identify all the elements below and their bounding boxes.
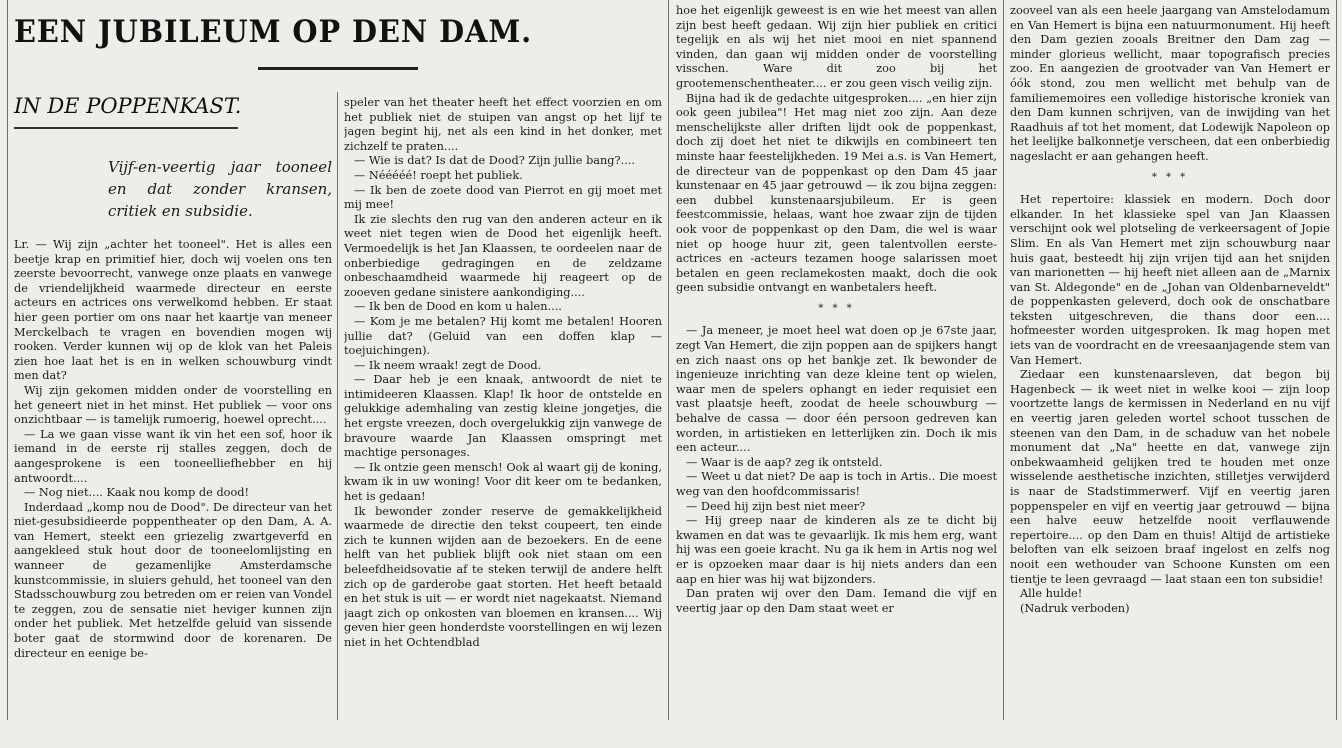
section-ornament: * * *	[1151, 171, 1189, 183]
section-ornament: * * *	[818, 302, 855, 314]
paragraph: — Ik ontzie geen mensch! Ook al waart gij de koning, kwam ik in uw woning! Voor dit keer om te bedanken, het is gedaan!	[344, 460, 662, 504]
paragraph: — Kom je me betalen? Hij komt me betalen! Hooren jullie dat? (Geluid van een doffen klap — toejuichingen).	[344, 314, 662, 358]
paragraph: Dan praten wij over den Dam. Iemand die vijf en veertig jaar op den Dam staat weet er	[676, 587, 997, 615]
paragraph: — Waar is de aap? zeg ik ontsteld.	[686, 455, 883, 469]
paragraph: Wij zijn gekomen midden onder de voorstelling en het geneert niet in het minst. Het publiek — voor ons onzichtbaar — is tamelijk rumoerig, hoewel oprecht....	[14, 383, 332, 427]
article-headline: EEN JUBILEUM OP DEN DAM.	[14, 14, 533, 50]
paragraph: Alle hulde!	[1020, 587, 1083, 601]
subhead-rule	[14, 127, 238, 129]
paragraph: — Ik neem wraak! zegt de Dood.	[354, 358, 542, 372]
column-1	[14, 238, 332, 708]
paragraph: speler van het theater heeft het effect voorzien en om het publiek niet de stuipen van angst op het lijf te jagen begint hij, net als een kind in het donker, met zichzelf te praten....	[344, 96, 662, 153]
paragraph: Ik zie slechts den rug van den anderen acteur en ik weet niet tegen wien de Dood het eigenlijk heeft. Vermoedelijk is het Jan Klaassen, te oordeelen naar de onberbiedige gedragingen en de zeldzame onbeschaamdheid waarmede hij reageert op de zooeven gedane sinistere aankondiging....	[344, 212, 662, 299]
paragraph: — Weet u dat niet? De aap is toch in Artis.. Die moest weg van den hoofdcommissaris!	[676, 470, 997, 498]
paragraph: Ik bewonder zonder reserve de gemakkelijkheid waarmede de directie den tekst coupeert, ten einde zich te kunnen wijden aan de bezoekers. En de eene helft van het publiek blijft ook niet staan om een beleefdheidsovatie af te steken terwijl de andere helft zich op de garderobe gaat storten. Het heeft betaald en het stuk is uit — er wordt niet nagekaatst. Niemand jaagt zich op onkosten van bloemen en kransen.... Wij geven hier geen honderdste voorstellingen en wij lezen niet in het Ochtendblad	[344, 504, 662, 649]
headline-rule	[258, 67, 418, 70]
paragraph: hoe het eigenlijk geweest is en wie het meest van allen zijn best heeft gedaan. Wij zijn hier publiek en critici tegelijk en als wij het niet mooi en niet spannend vinden, dan gaan wij midden onder de voorstelling visschen. Ware dit zoo bij het grootemenschentheater.... er zou geen visch veilig zijn.	[676, 4, 997, 90]
paragraph: — La we gaan visse want ik vin het een sof, hoor ik iemand in de eerste rij stalles zeggen, doch de aangesprokene is een tooneelliefhebber en hij antwoordt....	[14, 427, 332, 485]
column-rule	[337, 92, 338, 720]
paragraph: zooveel van als een heele jaargang van Amstelodamum en Van Hemert is bijna een natuurmonument. Hij heeft den Dam gezien zooals Breitner den Dam zag — minder glorieus wellicht, maar topografisch precies zoo. En aangezien de grootvader van Van Hemert er óók stond, zou men wellicht met behulp van de familiememoires een volledige historische kroniek van den Dam kunnen schrijven, van de inwijding van het Raadhuis af tot het moment, dat Lodewijk Napoleon op het leelijke balkonnetje verscheen, dat een onberbiedig nageslacht er aan gehangen heeft.	[1010, 4, 1330, 163]
column-rule	[668, 0, 669, 720]
paragraph: — Daar heb je een knaak, antwoordt de niet te intimideeren Klaassen. Klap! Ik hoor de ontstelde en gelukkige ademhaling van zestig kleine jongetjes, die het ergste vreezen, doch overgelukkig zijn vanwege de bravoure waarde Jan Klaassen omspringt met machtige personages.	[344, 373, 662, 460]
article-kicker: Vijf-en-veertig jaar tooneel en dat zonder kransen, critiek en subsidie.	[108, 158, 332, 220]
paragraph: — Wie is dat? Is dat de Dood? Zijn jullie bang?....	[354, 154, 635, 168]
paragraph: Het repertoire: klassiek en modern. Doch door elkander. In het klassieke spel van Jan Klaassen verschijnt ook wel plotseling de verkeersagent of Jopie Slim. En als Van Hemert met zijn schouwburg naar huis gaat, besteedt hij zijn vrijen tijd aan het snijden van marionetten — hij heeft niet alleen aan de „Marnix van St. Aldegonde" en de „Johan van Oldenbarneveldt" de poppenkasten geleverd, doch ook de onschatbare teksten uitgeschreven, die thans door een.... hofmeester worden uitgesproken. Ik mag hopen met iets van de voordracht en de vreesaanjagende stem van Van Hemert.	[1010, 193, 1330, 367]
column-2	[344, 96, 662, 710]
paragraph: Ziedaar een kunstenaarsleven, dat begon bij Hagenbeck — ik weet niet in welke kooi — zijn loop voortzette langs de kermissen in Nederland en nu vijf en veertig jaren geleden wortel schoot tusschen de steenen van den Dam, in de schaduw van het nobele monument dat „Na" heette en dat, vanwege zijn onbekwaamheid gelijken tred te houden met onze wisselende aesthetische inzichten, stilletjes verwijderd is naar de Stadstimmerwerf. Vijf en veertig jaren poppenspeler en vijf en veertig jaar getrouwd — bijna een halve eeuw hetzelfde nooit verflauwende repertoire.... op den Dam en thuis! Altijd de artistieke beloften van elk seizoen braaf ingelost en zelfs nog nooit een wethouder van Schoone Kunsten om een tientje te leen gevraagd — laat staan een ton subsidie!	[1010, 368, 1330, 586]
article-subhead: IN DE POPPENKAST.	[14, 94, 242, 118]
paragraph: — Hij greep naar de kinderen als ze te dicht bij kwamen en dat was te gevaarlijk. Ik mis hem erg, want hij was een goeie kracht. Nu ga ik hem in Artis nog wel er is opzoeken maar daar is hij niets anders dan een aap en hier was hij wat bijzonders.	[676, 514, 997, 586]
paragraph: Inderdaad „komp nou de Dood". De directeur van het niet-gesubsidieerde poppentheater op den Dam, A. A. van Hemert, steekt een griezelig zwartgeverfd en aangekleed stuk hout door de tooneelomlijsting en wanneer de gezamenlijke Amsterdamsche kunstcommissie, in sluiers gehuld, het tooneel van den Stadsschouwburg zou betreden om er reien van Vondel te zeggen, zou de sensatie niet heviger kunnen zijn onder het publiek. Met hetzelfde geluid van sissende boter gaat de stormwind door de korenaren. De directeur en eenige be-	[14, 500, 332, 660]
column-3	[676, 4, 997, 710]
column-4	[1010, 4, 1330, 710]
column-rule	[1336, 0, 1337, 720]
paragraph: Bijna had ik de gedachte uitgesproken.... „en hier zijn ook geen jubilea"! Het mag niet zoo zijn. Aan deze menschelijkste aller driften lijdt ook de poppenkast, doch zij doet het niet te dikwijls en combineert ten minste haar feestelijkheden. 19 Mei a.s. is Van Hemert, de directeur van de poppenkast op den Dam 45 jaar kunstenaar en 45 jaar getrouwd — ik zou bijna zeggen: een dubbel kunstenaarsjubileum. Er is geen feestcommissie, helaas, want hoe zwaar zijn de tijden ook voor de poppenkast op den Dam, die wel is waar niet op hooge huur zit, geen talentvollen eerste-actrices en -acteurs tezamen hooge salarissen moet betalen en geen reclamekosten maakt, doch die ook geen subsidie ontvangt en wanbetalers heeft.	[676, 91, 997, 295]
paragraph: Lr. — Wij zijn „achter het tooneel". Het is alles een beetje krap en primitief hier, doch wij voelen ons ten zeerste bevoorrecht, vanwege onze plaats en vanwege de vriendelijkheid waarmede directeur en eerste acteurs en actrices ons verwelkomd hebben. Er staat hier geen portier om ons naar het kaartje van meneer Merckelbach te vragen en bovendien mogen wij rooken. Verder kunnen wij op de klok van het Paleis zien hoe laat het is en in welken schouwburg vindt men dat?	[14, 238, 332, 383]
paragraph: — Ja meneer, je moet heel wat doen op je 67ste jaar, zegt Van Hemert, die zijn poppen aan de spijkers hangt en zich naast ons op het bankje zet. Ik bewonder de ingenieuze inrichting van deze kleine tent op wielen, waar men de spelers ophangt en ieder requisiet een vast plaatsje heeft, zoodat de heele schouwburg — behalve de cassa — door één persoon gedreven kan worden, in artistieken en letterlijken zin. Doch ik mis een acteur....	[676, 324, 997, 455]
column-rule	[7, 0, 8, 720]
paragraph: — Ik ben de zoete dood van Pierrot en gij moet met mij mee!	[344, 183, 662, 212]
paragraph: — Nééééé! roept het publiek.	[354, 168, 523, 182]
paragraph: — Deed hij zijn best niet meer?	[686, 499, 866, 513]
paragraph: — Ik ben de Dood en kom u halen....	[354, 300, 562, 314]
paragraph: (Nadruk verboden)	[1020, 601, 1130, 615]
paragraph: — Nog niet.... Kaak nou komp de dood!	[24, 486, 250, 500]
column-rule	[1003, 0, 1004, 720]
